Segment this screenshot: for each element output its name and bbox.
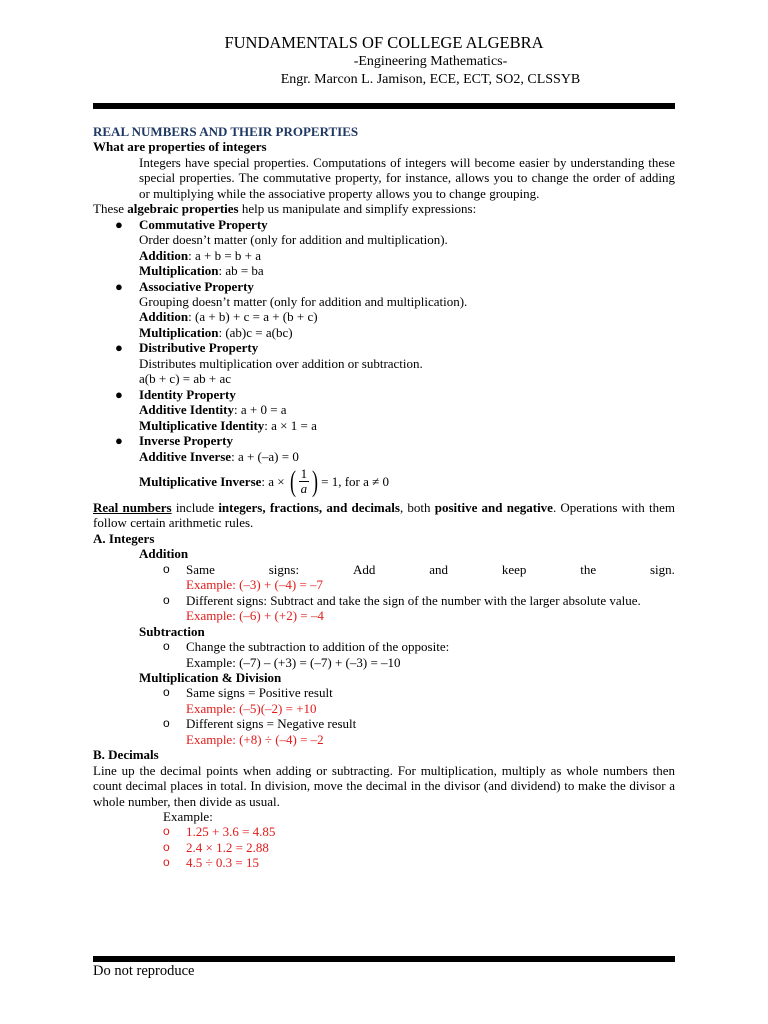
property-rule: [93, 418, 675, 433]
word: Same: [186, 561, 215, 577]
property-rule: [93, 402, 675, 417]
property-desc: Order doesn’t matter (only for addition and multiplication).: [139, 232, 448, 248]
word: Add: [352, 561, 376, 577]
example-text: 1.25 + 3.6 = 4.85: [186, 824, 276, 840]
lead-sentence: [93, 201, 675, 216]
bullet-icon: ●: [115, 340, 123, 356]
property-commutative-heading: [93, 217, 675, 232]
property-rule: [93, 263, 675, 278]
rule-label: Addition: [139, 309, 189, 325]
word: and: [429, 561, 448, 577]
addition-same-signs: [93, 562, 675, 577]
bold-text: integers, fractions, and decimals: [218, 499, 400, 515]
property-name: Commutative Property: [139, 216, 268, 232]
footer-rule: [93, 956, 675, 962]
rule-text-end: = 1, for a ≠ 0: [321, 474, 390, 490]
example: Example: (–7) – (+3) = (–7) + (–3) = –10: [186, 654, 401, 670]
property-rule: [93, 248, 675, 263]
property-name: Identity Property: [139, 386, 236, 402]
rule-text: : ab = ba: [218, 263, 264, 279]
rule-label: Multiplication: [139, 324, 219, 340]
subtraction-heading: Subtraction: [139, 623, 205, 639]
document-header: [93, 33, 675, 89]
property-associative-heading: [93, 279, 675, 294]
decimal-example: [93, 824, 675, 839]
property-distributive-heading: [93, 340, 675, 355]
intro-paragraph: Integers have special properties. Computations of integers will become easier by understanding these special properties. The commutative property, for instance, allows you to change the order of adding or multiplying while the associative property allows you to change grouping.: [139, 154, 675, 201]
real-numbers-term: Real numbers: [93, 499, 172, 515]
rule-text: Different signs: Subtract and take the sign of the number with the larger absolute value.: [186, 592, 641, 608]
rule-text: : (a + b) + c = a + (b + c): [188, 309, 318, 325]
fraction-expression: [288, 464, 321, 498]
decimals-heading: B. Decimals: [93, 747, 159, 763]
example-text: 4.5 ÷ 0.3 = 15: [186, 855, 259, 871]
hollow-bullet-icon: o: [163, 685, 170, 700]
rule-text: : a ×: [261, 474, 285, 490]
rule-label: Additive Inverse: [139, 448, 232, 464]
property-desc: Grouping doesn’t matter (only for addition and multiplication).: [139, 293, 468, 309]
example: Example: (–5)(–2) = +10: [186, 700, 317, 716]
hollow-bullet-icon: o: [163, 824, 170, 839]
document-page: [93, 0, 675, 1024]
hollow-bullet-icon: o: [163, 839, 170, 854]
hollow-bullet-icon: o: [163, 592, 170, 607]
property-inverse-heading: [93, 433, 675, 448]
rule-label: Multiplicative Identity: [139, 417, 265, 433]
property-rule: [93, 309, 675, 324]
example: Example: (–6) + (+2) = –4: [186, 608, 324, 624]
integers-heading: A. Integers: [93, 530, 155, 546]
subtraction-rule: [93, 639, 675, 654]
property-name: Distributive Property: [139, 340, 259, 356]
rule-text: : a × 1 = a: [264, 417, 317, 433]
rule-text: : a + b = b + a: [188, 247, 262, 263]
text: . Operations with them follow certain arithmetic rules.: [93, 499, 675, 531]
rule-text: Different signs = Negative result: [186, 716, 357, 732]
document-body: [93, 124, 675, 871]
property-rule: a(b + c) = ab + ac: [139, 371, 232, 387]
rule-text: : (ab)c = a(bc): [218, 324, 293, 340]
property-desc: Distributes multiplication over addition or subtraction.: [139, 355, 423, 371]
bullet-icon: ●: [115, 216, 123, 232]
rule-text: Same signs = Positive result: [186, 685, 333, 701]
rule-label: Multiplicative Inverse: [139, 474, 262, 490]
fraction: [299, 467, 310, 496]
word: signs:: [268, 561, 300, 577]
lead-bold: algebraic properties: [127, 201, 239, 217]
example: Example: (–3) + (–4) = –7: [186, 577, 324, 593]
property-rule: [93, 325, 675, 340]
addition-heading: Addition: [139, 546, 189, 562]
bullet-icon: ●: [115, 433, 123, 449]
fraction-numerator: 1: [300, 466, 308, 482]
footer-text: Do not reproduce: [93, 963, 195, 979]
same-signs-text: [186, 562, 675, 577]
decimals-paragraph: Line up the decimal points when adding or subtracting. For multiplication, multiply as whole numbers then count decimal places in total. In division, move the decimal in the divisor (and dividend) to make the divisor a whole number, then divide as usual.: [93, 762, 675, 809]
right-paren: ): [312, 464, 319, 498]
muldiv-different-signs: [93, 716, 675, 731]
document-title: FUNDAMENTALS OF COLLEGE ALGEBRA: [224, 33, 544, 52]
bold-text: positive and negative: [434, 499, 553, 515]
multiplicative-inverse-rule: [93, 464, 675, 500]
header-rule: [93, 103, 675, 109]
decimals-example-label: Example:: [163, 809, 213, 825]
decimal-example: [93, 840, 675, 855]
word: sign.: [650, 561, 675, 577]
example: Example: (+8) ÷ (–4) = –2: [186, 731, 324, 747]
rule-label: Additive Identity: [139, 402, 234, 418]
property-name: Inverse Property: [139, 433, 233, 449]
rule-label: Multiplication: [139, 263, 219, 279]
property-rule: [93, 449, 675, 464]
section-title: REAL NUMBERS AND THEIR PROPERTIES: [93, 124, 359, 139]
word: keep: [501, 561, 527, 577]
lead-text-end: help us manipulate and simplify expressions:: [238, 201, 477, 217]
muldiv-same-signs: [93, 685, 675, 700]
rule-text: Change the subtraction to addition of the opposite:: [186, 639, 450, 655]
document-subtitle: -Engineering Mathematics-: [353, 54, 508, 69]
addition-different-signs: [93, 593, 675, 608]
bullet-icon: ●: [115, 386, 123, 402]
rule-text: : a + 0 = a: [233, 402, 287, 418]
hollow-bullet-icon: o: [163, 639, 170, 654]
hollow-bullet-icon: o: [163, 561, 170, 576]
muldiv-heading: Multiplication & Division: [139, 669, 282, 685]
left-paren: (: [289, 464, 296, 498]
property-identity-heading: [93, 387, 675, 402]
document-author: Engr. Marcon L. Jamison, ECE, ECT, SO2, CLSSYB: [280, 72, 581, 87]
example-text: 2.4 × 1.2 = 2.88: [186, 839, 269, 855]
fraction-denominator: a: [300, 481, 308, 497]
real-numbers-paragraph: [93, 500, 675, 531]
property-name: Associative Property: [139, 278, 254, 294]
text: include: [171, 499, 219, 515]
hollow-bullet-icon: o: [163, 716, 170, 731]
section-question: What are properties of integers: [93, 139, 267, 155]
rule-label: Addition: [139, 247, 189, 263]
bullet-icon: ●: [115, 278, 123, 294]
rule-text: : a + (–a) = 0: [231, 448, 299, 464]
hollow-bullet-icon: o: [163, 855, 170, 870]
word: the: [580, 561, 597, 577]
decimal-example: [93, 855, 675, 870]
lead-text: These: [93, 201, 128, 217]
text: , both: [399, 499, 435, 515]
